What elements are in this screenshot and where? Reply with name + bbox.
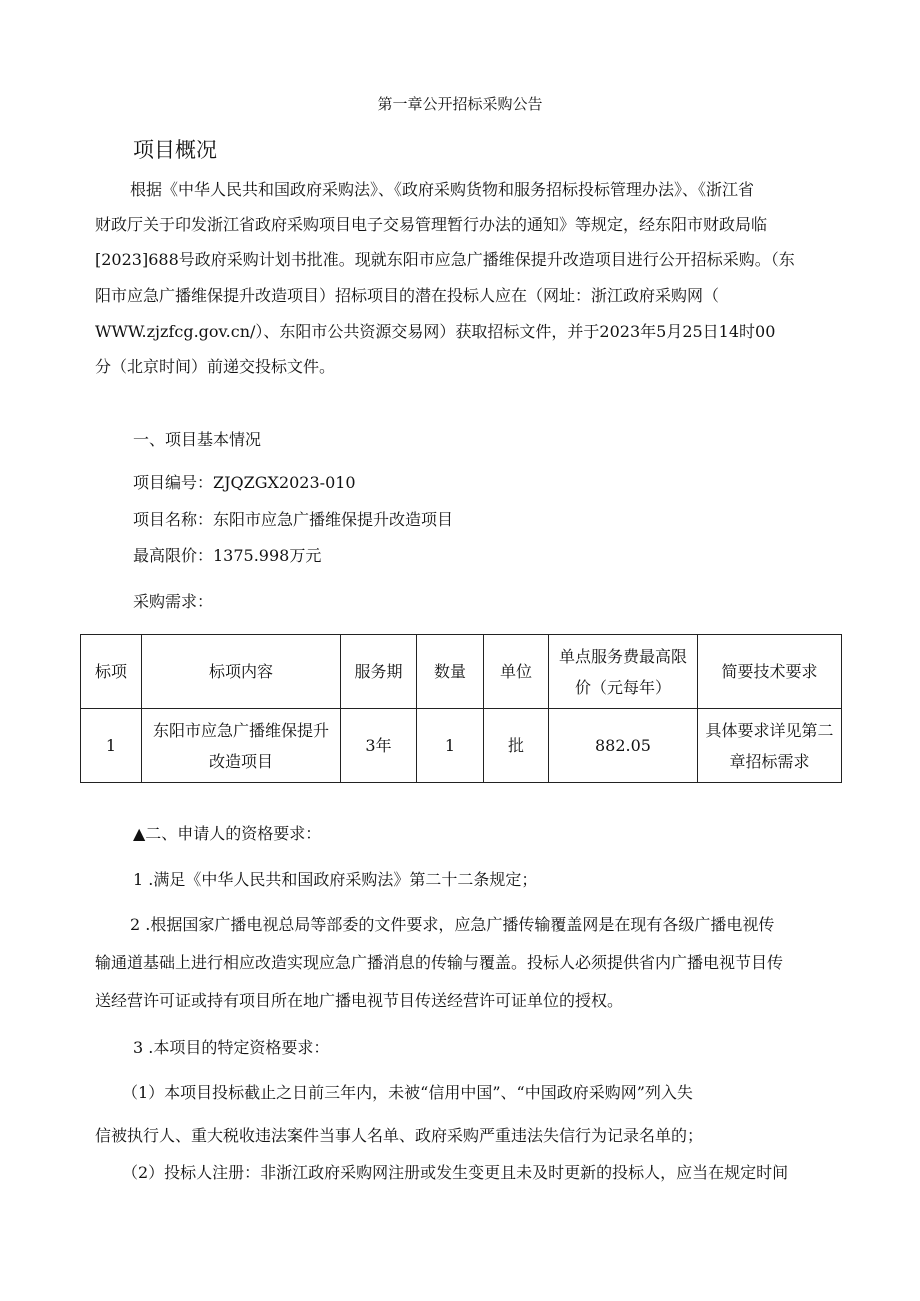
table-header-cell: 标项内容 (142, 635, 341, 709)
table-header-row (81, 635, 842, 709)
project-name: 项目名称：东阳市应急广播维保提升改造项目 (133, 510, 454, 529)
requirement-3: 3 .本项目的特定资格要求： (133, 1038, 330, 1057)
overview-line: 根据《中华人民共和国政府采购法》、《政府采购货物和服务招标投标管理办法》、《浙江省 (130, 180, 755, 199)
table-cell: 3年 (341, 709, 417, 783)
demand-label: 采购需求： (133, 592, 214, 611)
overview-heading: 项目概况 (133, 138, 217, 162)
overview-line: 阳市应急广播维保提升改造项目）招标项目的潜在投标人应在（网址：浙江政府采购网（ (95, 286, 720, 305)
table-cell: 1 (81, 709, 142, 783)
section2-heading: ▲二、申请人的资格要求： (133, 824, 322, 843)
table-cell: 批 (484, 709, 549, 783)
table-cell: 具体要求详见第二章招标需求 (698, 709, 842, 783)
project-number: 项目编号：ZJQZGX2023-010 (133, 473, 356, 492)
table-header-cell: 服务期 (341, 635, 417, 709)
table-row (81, 709, 842, 783)
table-header-cell: 单点服务费最高限价（元每年） (549, 635, 698, 709)
overview-line: 分（北京时间）前递交投标文件。 (95, 357, 336, 376)
requirement-2-line: 输通道基础上进行相应改造实现应急广播消息的传输与覆盖。投标人必须提供省内广播电视节目传 (95, 953, 784, 972)
sub-requirement-1-line: （1）本项目投标截止之日前三年内，未被“信用中国”、“中国政府采购网”列入失 (122, 1083, 693, 1102)
overview-line: [2023]688号政府采购计划书批准。现就东阳市应急广播维保提升改造项目进行公开招标采购。（东 (95, 250, 795, 269)
requirement-2-line: 2 .根据国家广播电视总局等部委的文件要求，应急广播传输覆盖网是在现有各级广播电视传 (130, 915, 775, 934)
requirement-1: 1 .满足《中华人民共和国政府采购法》第二十二条规定； (133, 870, 538, 889)
overview-line: WWW.zjzfcg.gov.cn/）、东阳市公共资源交易网）获取招标文件，并于2023年5月25日14时00 (95, 322, 776, 341)
requirements-table (80, 634, 842, 783)
sub-requirement-1-line: 信被执行人、重大税收违法案件当事人名单、政府采购严重违法失信行为记录名单的； (95, 1126, 704, 1145)
section1-heading: 一、项目基本情况 (133, 430, 262, 449)
table-cell: 东阳市应急广播维保提升改造项目 (142, 709, 341, 783)
sub-requirement-2: （2）投标人注册：非浙江政府采购网注册或发生变更且未及时更新的投标人，应当在规定时间 (122, 1163, 789, 1182)
requirement-2-line: 送经营许可证或持有项目所在地广播电视节目传送经营许可证单位的授权。 (95, 991, 624, 1010)
max-price: 最高限价：1375.998万元 (133, 546, 322, 565)
table-header-cell: 单位 (484, 635, 549, 709)
table-header-cell: 数量 (417, 635, 484, 709)
overview-line: 财政厅关于印发浙江省政府采购项目电子交易管理暂行办法的通知》等规定，经东阳市财政局临 (95, 215, 768, 234)
chapter-title: 第一章公开招标采购公告 (377, 95, 543, 113)
table-cell: 882.05 (549, 709, 698, 783)
table-header-cell: 简要技术要求 (698, 635, 842, 709)
table-cell: 1 (417, 709, 484, 783)
table-header-cell: 标项 (81, 635, 142, 709)
